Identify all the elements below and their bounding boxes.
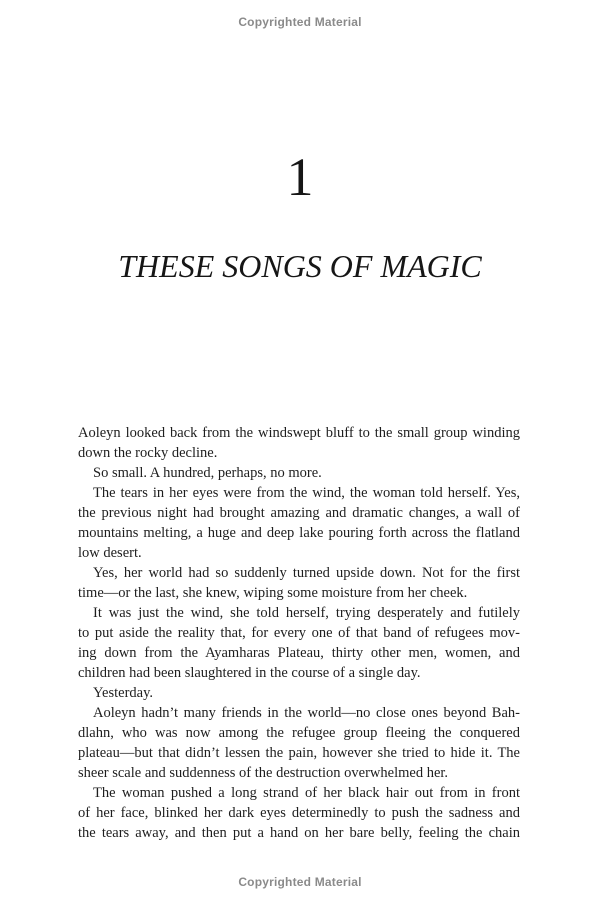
text-line: down the rocky decline. <box>78 445 218 461</box>
text-line: the tears away, and then put a hand on her bare belly, feeling the chain <box>78 825 520 841</box>
body-text <box>78 423 520 843</box>
paragraph <box>78 603 520 683</box>
text-line: The tears in her eyes were from the wind, the woman told herself. Yes, <box>93 485 520 501</box>
copyright-watermark-bottom: Copyrighted Material <box>238 875 362 889</box>
text-line: children had been slaughtered in the course of a single day. <box>78 665 421 681</box>
text-line: time—or the last, she knew, wiping some moisture from her cheek. <box>78 585 468 601</box>
copyright-watermark-top: Copyrighted Material <box>238 15 362 29</box>
text-line: It was just the wind, she told herself, trying desperately and futilely <box>93 605 520 621</box>
text-line: Yesterday. <box>93 685 154 701</box>
text-line: to put aside the reality that, for every one of that band of refugees mov- <box>78 625 520 641</box>
text-line: the previous night had brought amazing and dramatic changes, a wall of <box>78 505 520 521</box>
paragraph <box>78 783 520 843</box>
text-line: Aoleyn hadn’t many friends in the world—no close ones beyond Bah- <box>93 705 520 721</box>
text-line: So small. A hundred, perhaps, no more. <box>93 465 322 481</box>
chapter-number: 1 <box>286 147 314 207</box>
text-line: mountains melting, a huge and deep lake pouring forth across the flatland <box>78 525 520 541</box>
text-line: of her face, blinked her dark eyes determinedly to push the sadness and <box>78 805 520 821</box>
chapter-title: THESE SONGS OF MAGIC <box>118 248 482 284</box>
text-line: Aoleyn looked back from the windswept bluff to the small group winding <box>78 425 520 441</box>
text-line: sheer scale and suddenness of the destruction overwhelmed her. <box>78 765 449 781</box>
text-line: low desert. <box>78 545 142 561</box>
paragraph <box>78 463 520 483</box>
paragraph <box>78 683 520 703</box>
text-line: Yes, her world had so suddenly turned upside down. Not for the first <box>93 565 520 581</box>
paragraph <box>78 483 520 563</box>
paragraph <box>78 563 520 603</box>
text-line: The woman pushed a long strand of her black hair out from in front <box>93 785 520 801</box>
text-line: plateau—but that didn’t lessen the pain, however she tried to hide it. The <box>78 745 520 761</box>
paragraph <box>78 423 520 463</box>
text-line: ing down from the Ayamharas Plateau, thirty other men, women, and <box>78 645 520 661</box>
text-line: dlahn, who was now among the refugee group fleeing the conquered <box>78 725 520 741</box>
paragraph <box>78 703 520 783</box>
